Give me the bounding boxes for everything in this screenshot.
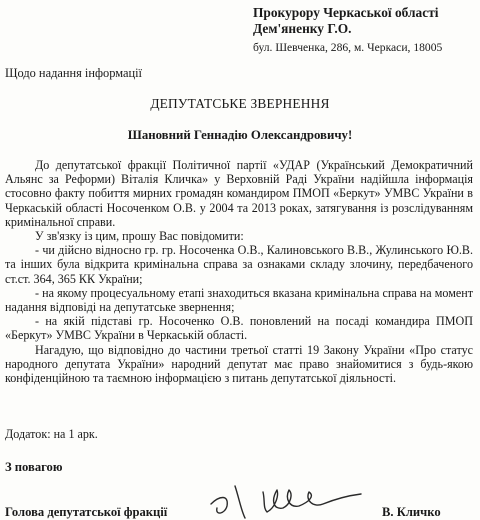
attachment-note: Додаток: на 1 арк. <box>5 427 98 441</box>
addressee-name: Дем'яненку Г.О. <box>253 20 352 36</box>
addressee-position: Прокурору Черкаської області <box>253 5 439 20</box>
paragraph-item-2: - на якому процесуальному етапі знаходиться вказана кримінальна справа на момент надання відповіді на депутатське звернення; <box>5 285 473 315</box>
addressee-address: бул. Шевченка, 286, м. Черкаси, 18005 <box>253 41 443 54</box>
paragraph-item-1: - чи дійсно відносно гр. гр. Носоченка О.В., Калиновського В.В., Жулинського Ю.В. та інших була відкрита кримінальна справа за ознаками складу злочину, передбаченого ст.ст. 364, 365 КК України; <box>5 243 473 286</box>
addressee-block <box>253 5 478 55</box>
paragraph-request: У зв'язку із цим, прошу Вас повідомити: <box>35 229 244 244</box>
closing-regards: З повагою <box>5 460 63 474</box>
signature-name: В. Кличко <box>382 505 441 519</box>
paragraph-intro: До депутатської фракції Політичної партії «УДАР (Український Демократичний Альянс за Реформи) Віталія Кличка» у Верховній Раді України надійшла інформація стосовно факту побиття мирних громадян командиром ПМОП «Беркут» УМВС України в Черкаській області Носоченком О.В. у 2004 та 2013 роках, затягування із розслідуванням кримінальної справи. <box>5 158 473 229</box>
handwritten-signature <box>205 478 365 519</box>
paragraph-item-3: - на якій підставі гр. Носоченко О.В. поновлений на посаді командира ПМОП «Беркут» УМВС України в Черкаській області. <box>5 314 473 343</box>
subject-line: Щодо надання інформації <box>5 66 143 80</box>
document-title: ДЕПУТАТСЬКЕ ЗВЕРНЕННЯ <box>150 96 330 111</box>
letter-body <box>5 158 473 385</box>
greeting: Шановний Геннадію Олександровичу! <box>127 128 353 142</box>
paragraph-reminder: Нагадую, що відповідно до частини третьої статті 19 Закону України «Про статус народного депутата України» народний депутат має право знайомитися з будь-якою конфіденційною та таємною інформацією з питань депутатської діяльності. <box>5 342 473 386</box>
signature-title: Голова депутатської фракції <box>5 505 168 519</box>
signature-stroke <box>211 486 361 518</box>
